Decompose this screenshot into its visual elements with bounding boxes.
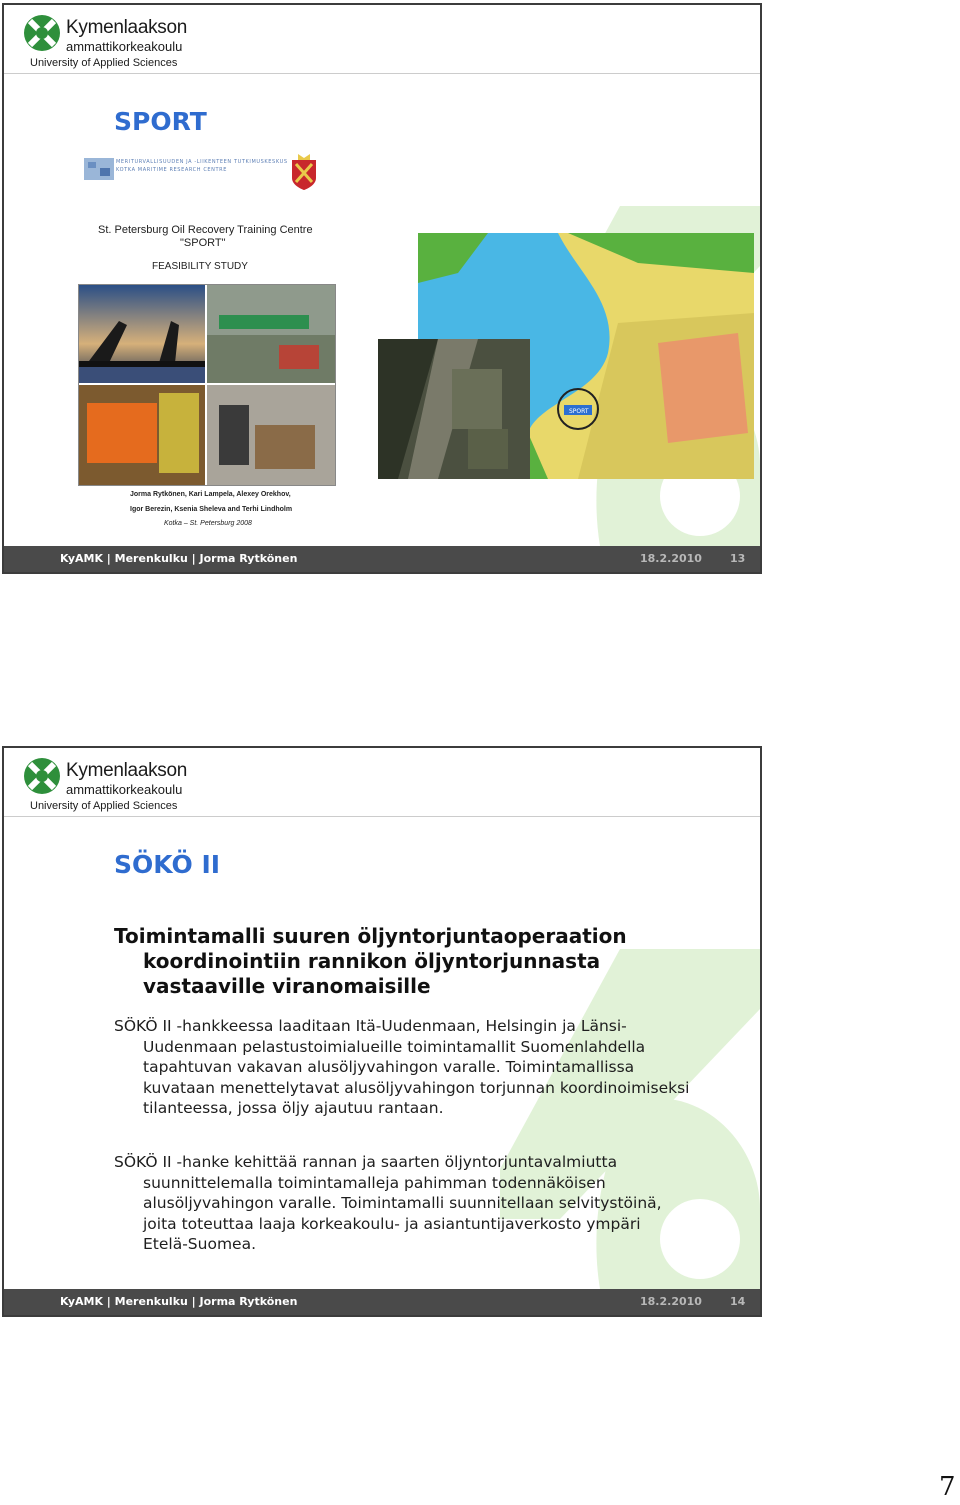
org-line-1: MERITURVALLISUUDEN JA -LIIKENTEEN TUTKIMUSKESKUS: [116, 159, 288, 165]
paragraph-line: SÖKÖ II -hanke kehittää rannan ja saarten öljyntorjuntavalmiutta: [114, 1153, 618, 1171]
report-cover: [76, 150, 336, 535]
kyamk-logo-icon: [22, 13, 62, 53]
kyamk-logo: [22, 756, 188, 816]
footer-date: 18.2.2010: [640, 552, 702, 565]
paragraph-1: [114, 1016, 754, 1119]
subheading-line: Toimintamalli suuren öljyntorjuntaoperaation: [114, 924, 627, 948]
paragraph-line: tapahtuvan vakavan alusöljyvahingon varalle. Toimintamallissa: [143, 1058, 635, 1076]
paragraph-line: tilanteessa, jossa öljy ajautuu rantaan.: [143, 1099, 444, 1117]
cover-photos-image: [78, 284, 336, 486]
footer-author: KyAMK | Merenkulku | Jorma Rytkönen: [60, 552, 298, 565]
paragraph-line: alusöljyvahingon varalle. Toimintamalli suunnitellaan selvitystöinä,: [143, 1194, 662, 1212]
report-place-date: Kotka – St. Petersburg 2008: [164, 520, 252, 527]
paragraph-line: suunnittelemalla toimintamalleja pahimman todennäköisen: [143, 1173, 606, 1192]
footer-date: 18.2.2010: [640, 1295, 702, 1308]
logo-subname: ammattikorkeakoulu: [66, 782, 183, 797]
slide-14: [2, 746, 762, 1317]
slide-title: SÖKÖ II: [114, 850, 221, 879]
header-divider: [4, 816, 760, 817]
header-divider: [4, 73, 760, 74]
report-subtitle: "SPORT": [180, 237, 226, 249]
slide-subheading: [114, 924, 734, 999]
slide-footer: [4, 1289, 760, 1315]
logo-name: Kymenlaakson: [66, 760, 188, 781]
slide-title: SPORT: [114, 107, 207, 136]
logo-tagline: University of Applied Sciences: [30, 800, 178, 812]
report-authors-2: Igor Berezin, Ksenia Sheleva and Terhi Lindholm: [130, 506, 293, 513]
subheading-line: koordinointiin rannikon öljyntorjunnasta: [143, 949, 601, 973]
st-petersburg-crest-icon: [284, 152, 324, 192]
org-line-2: KOTKA MARITIME RESEARCH CENTRE: [116, 167, 228, 173]
logo-tagline: University of Applied Sciences: [30, 57, 178, 69]
footer-slide-number: 14: [730, 1295, 746, 1308]
paragraph-line: kuvataan menettelytavat alusöljyvahingon torjunnan koordinoimiseksi: [143, 1078, 690, 1097]
kyamk-logo: [22, 13, 188, 73]
slide-13: [2, 3, 762, 574]
logo-subname: ammattikorkeakoulu: [66, 39, 183, 54]
map-sport-label: SPORT: [569, 408, 589, 415]
subheading-line: vastaaville viranomaisille: [143, 974, 431, 998]
aerial-photo-image: [378, 339, 530, 479]
paragraph-line: SÖKÖ II -hankkeessa laaditaan Itä-Uudenmaan, Helsingin ja Länsi-: [114, 1017, 627, 1035]
meri-logo-icon: [84, 158, 114, 190]
paragraph-2: [114, 1152, 754, 1255]
footer-author: KyAMK | Merenkulku | Jorma Rytkönen: [60, 1295, 298, 1308]
paragraph-line: Uudenmaan pelastustoimialueille toimintamallit Suomenlahdella: [143, 1037, 646, 1056]
paragraph-line: Etelä-Suomea.: [143, 1235, 257, 1253]
kyamk-logo-icon: [22, 756, 62, 796]
report-authors-1: Jorma Rytkönen, Kari Lampela, Alexey Orekhov,: [130, 491, 291, 498]
slide-footer: [4, 546, 760, 572]
footer-slide-number: 13: [730, 552, 746, 565]
report-type: FEASIBILITY STUDY: [152, 261, 248, 272]
logo-name: Kymenlaakson: [66, 17, 188, 38]
page-number: 7: [939, 1472, 956, 1502]
paragraph-line: joita toteuttaa laaja korkeakoulu- ja asiantuntijaverkosto ympäri: [143, 1214, 641, 1233]
report-title: St. Petersburg Oil Recovery Training Centre: [98, 224, 313, 236]
research-centre-name: [116, 158, 288, 174]
